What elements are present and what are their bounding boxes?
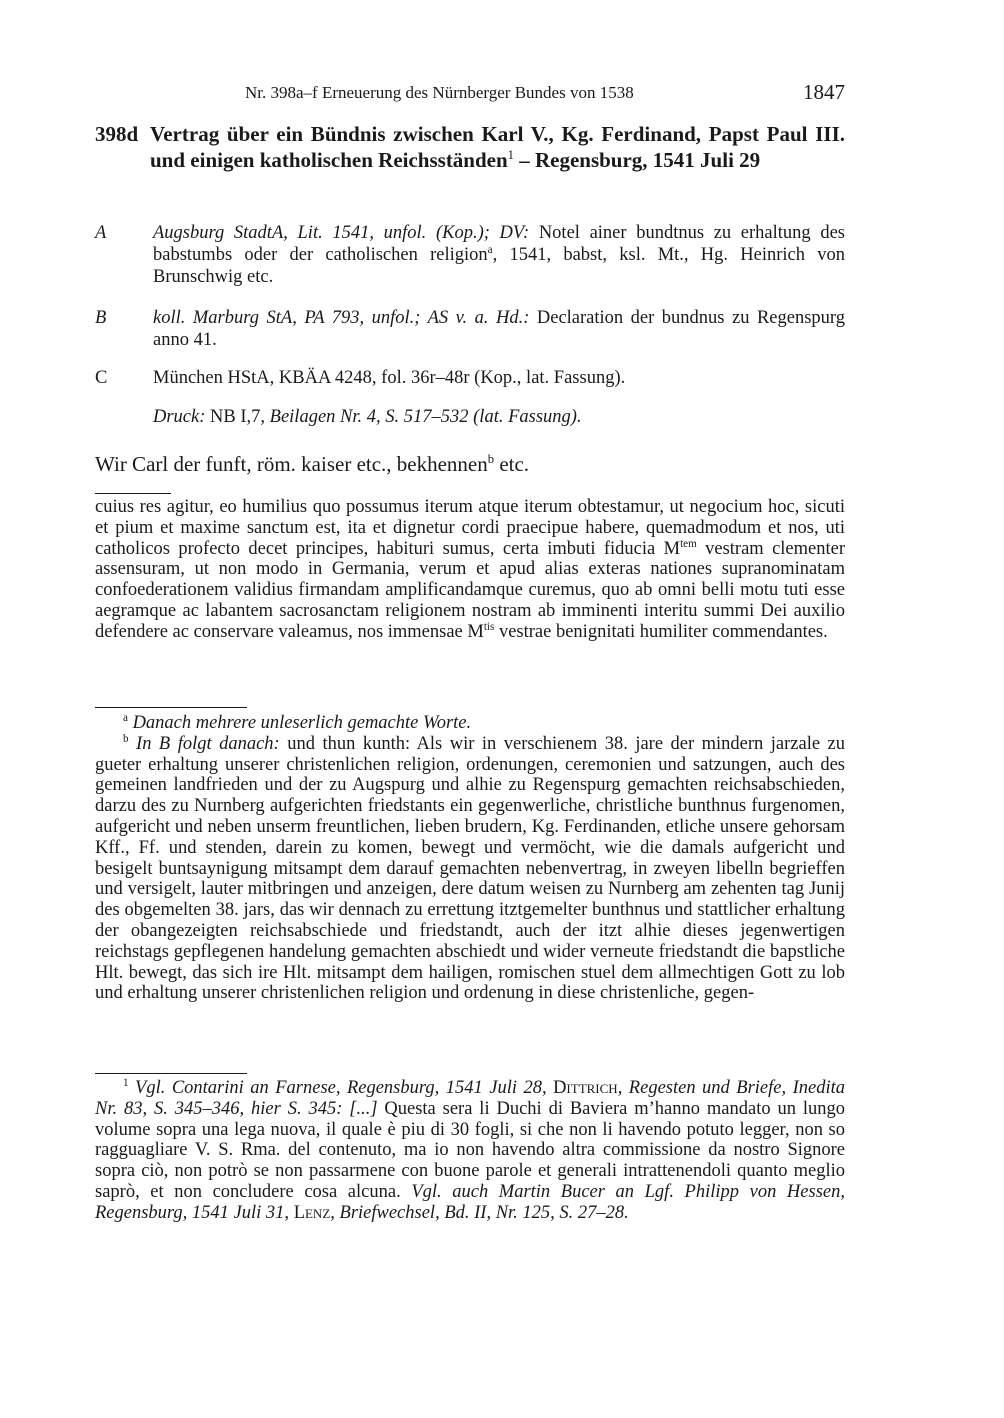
footnotes: [95, 1078, 845, 1224]
textnotes: [95, 713, 845, 1004]
running-head: [95, 80, 845, 108]
textnote-a: $^a$ Danach mehrere unleserlich gemachte Worte.: [123, 711, 472, 733]
textnote-b: $^b$ In B folgt danach: und thun kunth: Als wir in verschienem 38. jare der mindern jarzale zu gueter erhaltung unserer christenlichen religion, ordenungen, ceremonien und satzungen, auch des gemeinen landfrieden und der zu Augspurg und alhie zu Regenspurg gemachten reichsabschieden, darzu des zu Nurnberg aufgerichten friedstants ein gegenwerliche, christliche bunthnus furgenomen, aufgericht und neben unserm freuntlichen, lieben brudern, Kg. Ferdinanden, etliche unsere gehorsam Kff., Ff. und stenden, darein zu komen, bewegt und vermöcht, wie die damals aufgericht und besigelt buntsaynigung mitsampt dem darauf gemachten nebenvertrag, in zweyen libelln begrieffen und versigelt, lauter mitbringen und anzeigen, dere datum weisen zu Nurnberg am zehenten tag Junij des obgemelten 38. jars, das wir dennach zu errettung itztgemelter bunthnus und stattlicher erhaltung der obangezeigten reichsabschiede und friedstandt, auch der itzt alhie dieses jegenwertigen reichstags gepflegenen handelung gemachten abschiedt und wider verneute friedstandt die bapstliche Hlt. bewegt, das sich ire Hlt. mitsampt dem hailigen, romischen stuel dem allmechtigen Gott zu lob und erhaltung unserer christenlichen religion und ordenung in diese christenliche, gegen-: [95, 732, 845, 1004]
section-divider: [95, 493, 171, 494]
print-edition-text: Druck: NB I,7, Beilagen Nr. 4, S. 517–532 (lat. Fassung).: [153, 407, 582, 427]
page-number: 1847: [803, 80, 845, 104]
witness-siglum: C: [95, 368, 108, 388]
document-title: Vertrag über ein Bündnis zwischen Karl V., Kg. Ferdinand, Papst Paul III. und einigen katholischen Reichsständen$^1$ – Regensburg, 1541 Juli 29: [150, 122, 845, 172]
opening-line: Wir Carl der funft, röm. kaiser etc., bekhennen$^b$ etc.: [95, 452, 530, 476]
textnote-ref-b[interactable]: b: [487, 452, 495, 466]
witness-description: koll. Marburg StA, PA 793, unfol.; AS v. a. Hd.: Declaration der bundnus zu Regenspurg anno 41.: [153, 308, 846, 350]
witness-siglum: B: [95, 308, 107, 328]
footnote-1: $^1$ Vgl. Contarini an Farnese, Regensburg, 1541 Juli 28, Dittrich, Regesten und Briefe, Inedita Nr. 83, S. 345–346, hier S. 345: [...] Questa sera li Duchi di Baviera m’hanno mandato un lungo volume sopra una lega nuova, il quale è piu di 30 fogli, si che non li havendo potuto legger, non so ragguagliare V. S. Rma. del contenuto, ma io non havendo altra commissione da nostro Signore sopra ciò, non potrò se non passarmene con buone parole et generali intrattenendoli quanto meglio saprò, et non concludere cosa alcuna. Vgl. auch Martin Bucer an Lgf. Philipp von Hessen, Regensburg, 1541 Juli 31, Lenz, Briefwechsel, Bd. II, Nr. 125, S. 27–28.: [95, 1076, 845, 1223]
textnote-ref-a[interactable]: a: [487, 243, 493, 256]
textnotes-divider: [95, 707, 247, 708]
witness-description: Augsburg StadtA, Lit. 1541, unfol. (Kop.); DV: Notel ainer bundtnus zu erhaltung des babstumbs oder der catholischen religion$^a$, 1541, babst, ksl. Mt., Hg. Heinrich von Brunschwig etc.: [153, 223, 846, 287]
footnote-ref-1[interactable]: 1: [507, 148, 514, 162]
document-number: 398d: [95, 122, 139, 146]
latin-passage: cuius res agitur, eo humilius quo possumus iterum atque iterum obtestamur, ut negocium hoc, sicuti et pium et maxime sanctum est, ita et dignetur cordi praecipue habere, quemadmodum et nos, uti catholicos profecto decet principes, habituri sumus, certa imbuti fiducia $M^{tem}$ vestram clementer assensuram, ut non modo in Germania, verum et apud alias exteras nationes supranominatam confoederationem validius firmandam amplificandamque curemus, quo ab omni belli motu tuti esse aegramque ac labantem sacrosanctam religionem nostram ab imminenti interitu summi Dei auxilio defendere ac conservare valeamus, nos immensae $M^{tis}$ vestrae benignitati humiliter commendantes.: [95, 497, 845, 642]
witness-siglum: A: [95, 223, 107, 243]
running-title: Nr. 398a–f Erneuerung des Nürnberger Bundes von 1538: [245, 83, 634, 102]
witness-description: München HStA, KBÄA 4248, fol. 36r–48r (Kop., lat. Fassung).: [153, 368, 626, 388]
footnotes-divider: [95, 1073, 247, 1074]
document-page: [95, 0, 845, 1418]
